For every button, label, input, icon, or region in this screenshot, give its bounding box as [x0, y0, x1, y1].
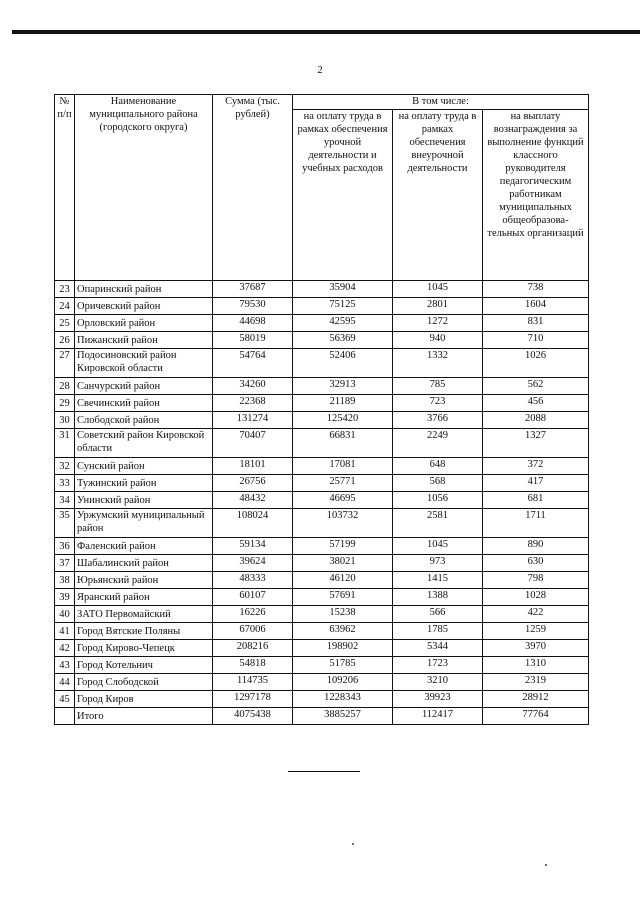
sum-value: 16226 [213, 606, 293, 623]
district-name: Яранский район [75, 589, 213, 606]
vneurochnaya-value: 1723 [393, 657, 483, 674]
page-number: 2 [317, 64, 323, 76]
table-row [55, 589, 589, 606]
row-number: 43 [55, 657, 75, 674]
vneurochnaya-value: 973 [393, 555, 483, 572]
table-row [55, 315, 589, 332]
sum-value: 54764 [213, 349, 293, 378]
district-name: Оричевский район [75, 298, 213, 315]
urochnaya-value: 109206 [293, 674, 393, 691]
row-number: 33 [55, 475, 75, 492]
klassnoe-value: 372 [483, 458, 589, 475]
header-row-top [55, 95, 589, 110]
table-row [55, 458, 589, 475]
table-row [55, 657, 589, 674]
klassnoe-value: 562 [483, 378, 589, 395]
header-sub-klassnoe-rukovodstvo: на выплату вознаграждения за выполнение функций классного руководителя педагогическим работникам муниципальных общеобразова-тельных организаций [483, 110, 589, 281]
vneurochnaya-value: 1388 [393, 589, 483, 606]
sum-value: 4075438 [213, 708, 293, 725]
urochnaya-value: 17081 [293, 458, 393, 475]
klassnoe-value: 3970 [483, 640, 589, 657]
table-row [55, 298, 589, 315]
table-row [55, 606, 589, 623]
scan-speck [352, 843, 354, 845]
table-row [55, 509, 589, 538]
klassnoe-value: 1310 [483, 657, 589, 674]
row-number: 23 [55, 281, 75, 298]
klassnoe-value: 798 [483, 572, 589, 589]
urochnaya-value: 56369 [293, 332, 393, 349]
klassnoe-value: 1711 [483, 509, 589, 538]
table-row [55, 538, 589, 555]
urochnaya-value: 75125 [293, 298, 393, 315]
header-sum: Сумма (тыс. рублей) [213, 95, 293, 281]
vneurochnaya-value: 1056 [393, 492, 483, 509]
table-row [55, 281, 589, 298]
district-name: Шабалинский район [75, 555, 213, 572]
district-name: Свечинский район [75, 395, 213, 412]
urochnaya-value: 57691 [293, 589, 393, 606]
allocation-table [54, 94, 589, 725]
klassnoe-value: 77764 [483, 708, 589, 725]
district-name: Санчурский район [75, 378, 213, 395]
district-name: Тужинский район [75, 475, 213, 492]
table-row [55, 378, 589, 395]
urochnaya-value: 51785 [293, 657, 393, 674]
row-number: 31 [55, 429, 75, 458]
row-number: 29 [55, 395, 75, 412]
klassnoe-value: 710 [483, 332, 589, 349]
header-num: № п/п [55, 95, 75, 281]
sum-value: 208216 [213, 640, 293, 657]
district-name: Юрьянский район [75, 572, 213, 589]
row-number: 35 [55, 509, 75, 538]
district-name: Слободской район [75, 412, 213, 429]
row-number: 37 [55, 555, 75, 572]
row-number: 25 [55, 315, 75, 332]
row-number: 45 [55, 691, 75, 708]
district-name: Уржумский муниципальный район [75, 509, 213, 538]
district-name: Город Кирово-Чепецк [75, 640, 213, 657]
closing-line [288, 771, 360, 772]
vneurochnaya-value: 648 [393, 458, 483, 475]
urochnaya-value: 3885257 [293, 708, 393, 725]
vneurochnaya-value: 785 [393, 378, 483, 395]
district-name: Сунский район [75, 458, 213, 475]
table-row [55, 492, 589, 509]
district-name: Итого [75, 708, 213, 725]
klassnoe-value: 1327 [483, 429, 589, 458]
vneurochnaya-value: 568 [393, 475, 483, 492]
sum-value: 54818 [213, 657, 293, 674]
klassnoe-value: 2088 [483, 412, 589, 429]
row-number: 38 [55, 572, 75, 589]
row-number: 41 [55, 623, 75, 640]
row-number: 42 [55, 640, 75, 657]
sum-value: 22368 [213, 395, 293, 412]
urochnaya-value: 25771 [293, 475, 393, 492]
total-row [55, 708, 589, 725]
district-name: ЗАТО Первомайский [75, 606, 213, 623]
vneurochnaya-value: 1332 [393, 349, 483, 378]
vneurochnaya-value: 3210 [393, 674, 483, 691]
urochnaya-value: 57199 [293, 538, 393, 555]
sum-value: 37687 [213, 281, 293, 298]
urochnaya-value: 35904 [293, 281, 393, 298]
sum-value: 34260 [213, 378, 293, 395]
urochnaya-value: 42595 [293, 315, 393, 332]
header-name: Наименование муниципального района (городского округа) [75, 95, 213, 281]
district-name: Унинский район [75, 492, 213, 509]
table-row [55, 429, 589, 458]
table-row [55, 572, 589, 589]
sum-value: 67006 [213, 623, 293, 640]
sum-value: 114735 [213, 674, 293, 691]
klassnoe-value: 1028 [483, 589, 589, 606]
row-number [55, 708, 75, 725]
sum-value: 1297178 [213, 691, 293, 708]
urochnaya-value: 46120 [293, 572, 393, 589]
vneurochnaya-value: 112417 [393, 708, 483, 725]
sum-value: 108024 [213, 509, 293, 538]
urochnaya-value: 38021 [293, 555, 393, 572]
table-row [55, 412, 589, 429]
urochnaya-value: 66831 [293, 429, 393, 458]
header-sub-urochnaya: на оплату труда в рамках обеспечения урочной деятельности и учебных расходов [293, 110, 393, 281]
klassnoe-value: 630 [483, 555, 589, 572]
district-name: Город Киров [75, 691, 213, 708]
district-name: Советский район Кировской области [75, 429, 213, 458]
vneurochnaya-value: 39923 [393, 691, 483, 708]
klassnoe-value: 738 [483, 281, 589, 298]
table-row [55, 332, 589, 349]
district-name: Фаленский район [75, 538, 213, 555]
klassnoe-value: 417 [483, 475, 589, 492]
table-row [55, 395, 589, 412]
sum-value: 26756 [213, 475, 293, 492]
vneurochnaya-value: 2801 [393, 298, 483, 315]
urochnaya-value: 32913 [293, 378, 393, 395]
scan-speck [545, 864, 547, 866]
sum-value: 79530 [213, 298, 293, 315]
vneurochnaya-value: 3766 [393, 412, 483, 429]
sum-value: 59134 [213, 538, 293, 555]
row-number: 34 [55, 492, 75, 509]
klassnoe-value: 422 [483, 606, 589, 623]
table-row [55, 640, 589, 657]
sum-value: 131274 [213, 412, 293, 429]
table-row [55, 555, 589, 572]
vneurochnaya-value: 2581 [393, 509, 483, 538]
table-row [55, 475, 589, 492]
table-row [55, 691, 589, 708]
vneurochnaya-value: 723 [393, 395, 483, 412]
row-number: 30 [55, 412, 75, 429]
urochnaya-value: 15238 [293, 606, 393, 623]
sum-value: 48432 [213, 492, 293, 509]
header-including: В том числе: [293, 95, 589, 110]
district-name: Орловский район [75, 315, 213, 332]
row-number: 28 [55, 378, 75, 395]
row-number: 44 [55, 674, 75, 691]
district-name: Город Вятские Поляны [75, 623, 213, 640]
klassnoe-value: 1259 [483, 623, 589, 640]
urochnaya-value: 63962 [293, 623, 393, 640]
urochnaya-value: 103732 [293, 509, 393, 538]
vneurochnaya-value: 2249 [393, 429, 483, 458]
sum-value: 70407 [213, 429, 293, 458]
vneurochnaya-value: 1045 [393, 281, 483, 298]
vneurochnaya-value: 1272 [393, 315, 483, 332]
klassnoe-value: 681 [483, 492, 589, 509]
top-border-line [12, 30, 640, 34]
vneurochnaya-value: 1785 [393, 623, 483, 640]
klassnoe-value: 1026 [483, 349, 589, 378]
district-name: Подосиновский район Кировской области [75, 349, 213, 378]
table-row [55, 674, 589, 691]
urochnaya-value: 46695 [293, 492, 393, 509]
klassnoe-value: 2319 [483, 674, 589, 691]
sum-value: 58019 [213, 332, 293, 349]
district-name: Город Слободской [75, 674, 213, 691]
table-row [55, 349, 589, 378]
district-name: Опаринский район [75, 281, 213, 298]
sum-value: 44698 [213, 315, 293, 332]
urochnaya-value: 52406 [293, 349, 393, 378]
row-number: 24 [55, 298, 75, 315]
row-number: 40 [55, 606, 75, 623]
district-name: Пижанский район [75, 332, 213, 349]
district-name: Город Котельнич [75, 657, 213, 674]
klassnoe-value: 28912 [483, 691, 589, 708]
vneurochnaya-value: 940 [393, 332, 483, 349]
sum-value: 60107 [213, 589, 293, 606]
header-sub-vneurochnaya: на оплату труда в рамках обеспечения внеурочной деятельности [393, 110, 483, 281]
vneurochnaya-value: 1045 [393, 538, 483, 555]
vneurochnaya-value: 1415 [393, 572, 483, 589]
urochnaya-value: 198902 [293, 640, 393, 657]
row-number: 26 [55, 332, 75, 349]
sum-value: 39624 [213, 555, 293, 572]
vneurochnaya-value: 5344 [393, 640, 483, 657]
row-number: 27 [55, 349, 75, 378]
klassnoe-value: 1604 [483, 298, 589, 315]
table-row [55, 623, 589, 640]
urochnaya-value: 125420 [293, 412, 393, 429]
klassnoe-value: 890 [483, 538, 589, 555]
row-number: 32 [55, 458, 75, 475]
sum-value: 18101 [213, 458, 293, 475]
row-number: 39 [55, 589, 75, 606]
sum-value: 48333 [213, 572, 293, 589]
urochnaya-value: 21189 [293, 395, 393, 412]
row-number: 36 [55, 538, 75, 555]
klassnoe-value: 831 [483, 315, 589, 332]
vneurochnaya-value: 566 [393, 606, 483, 623]
klassnoe-value: 456 [483, 395, 589, 412]
urochnaya-value: 1228343 [293, 691, 393, 708]
